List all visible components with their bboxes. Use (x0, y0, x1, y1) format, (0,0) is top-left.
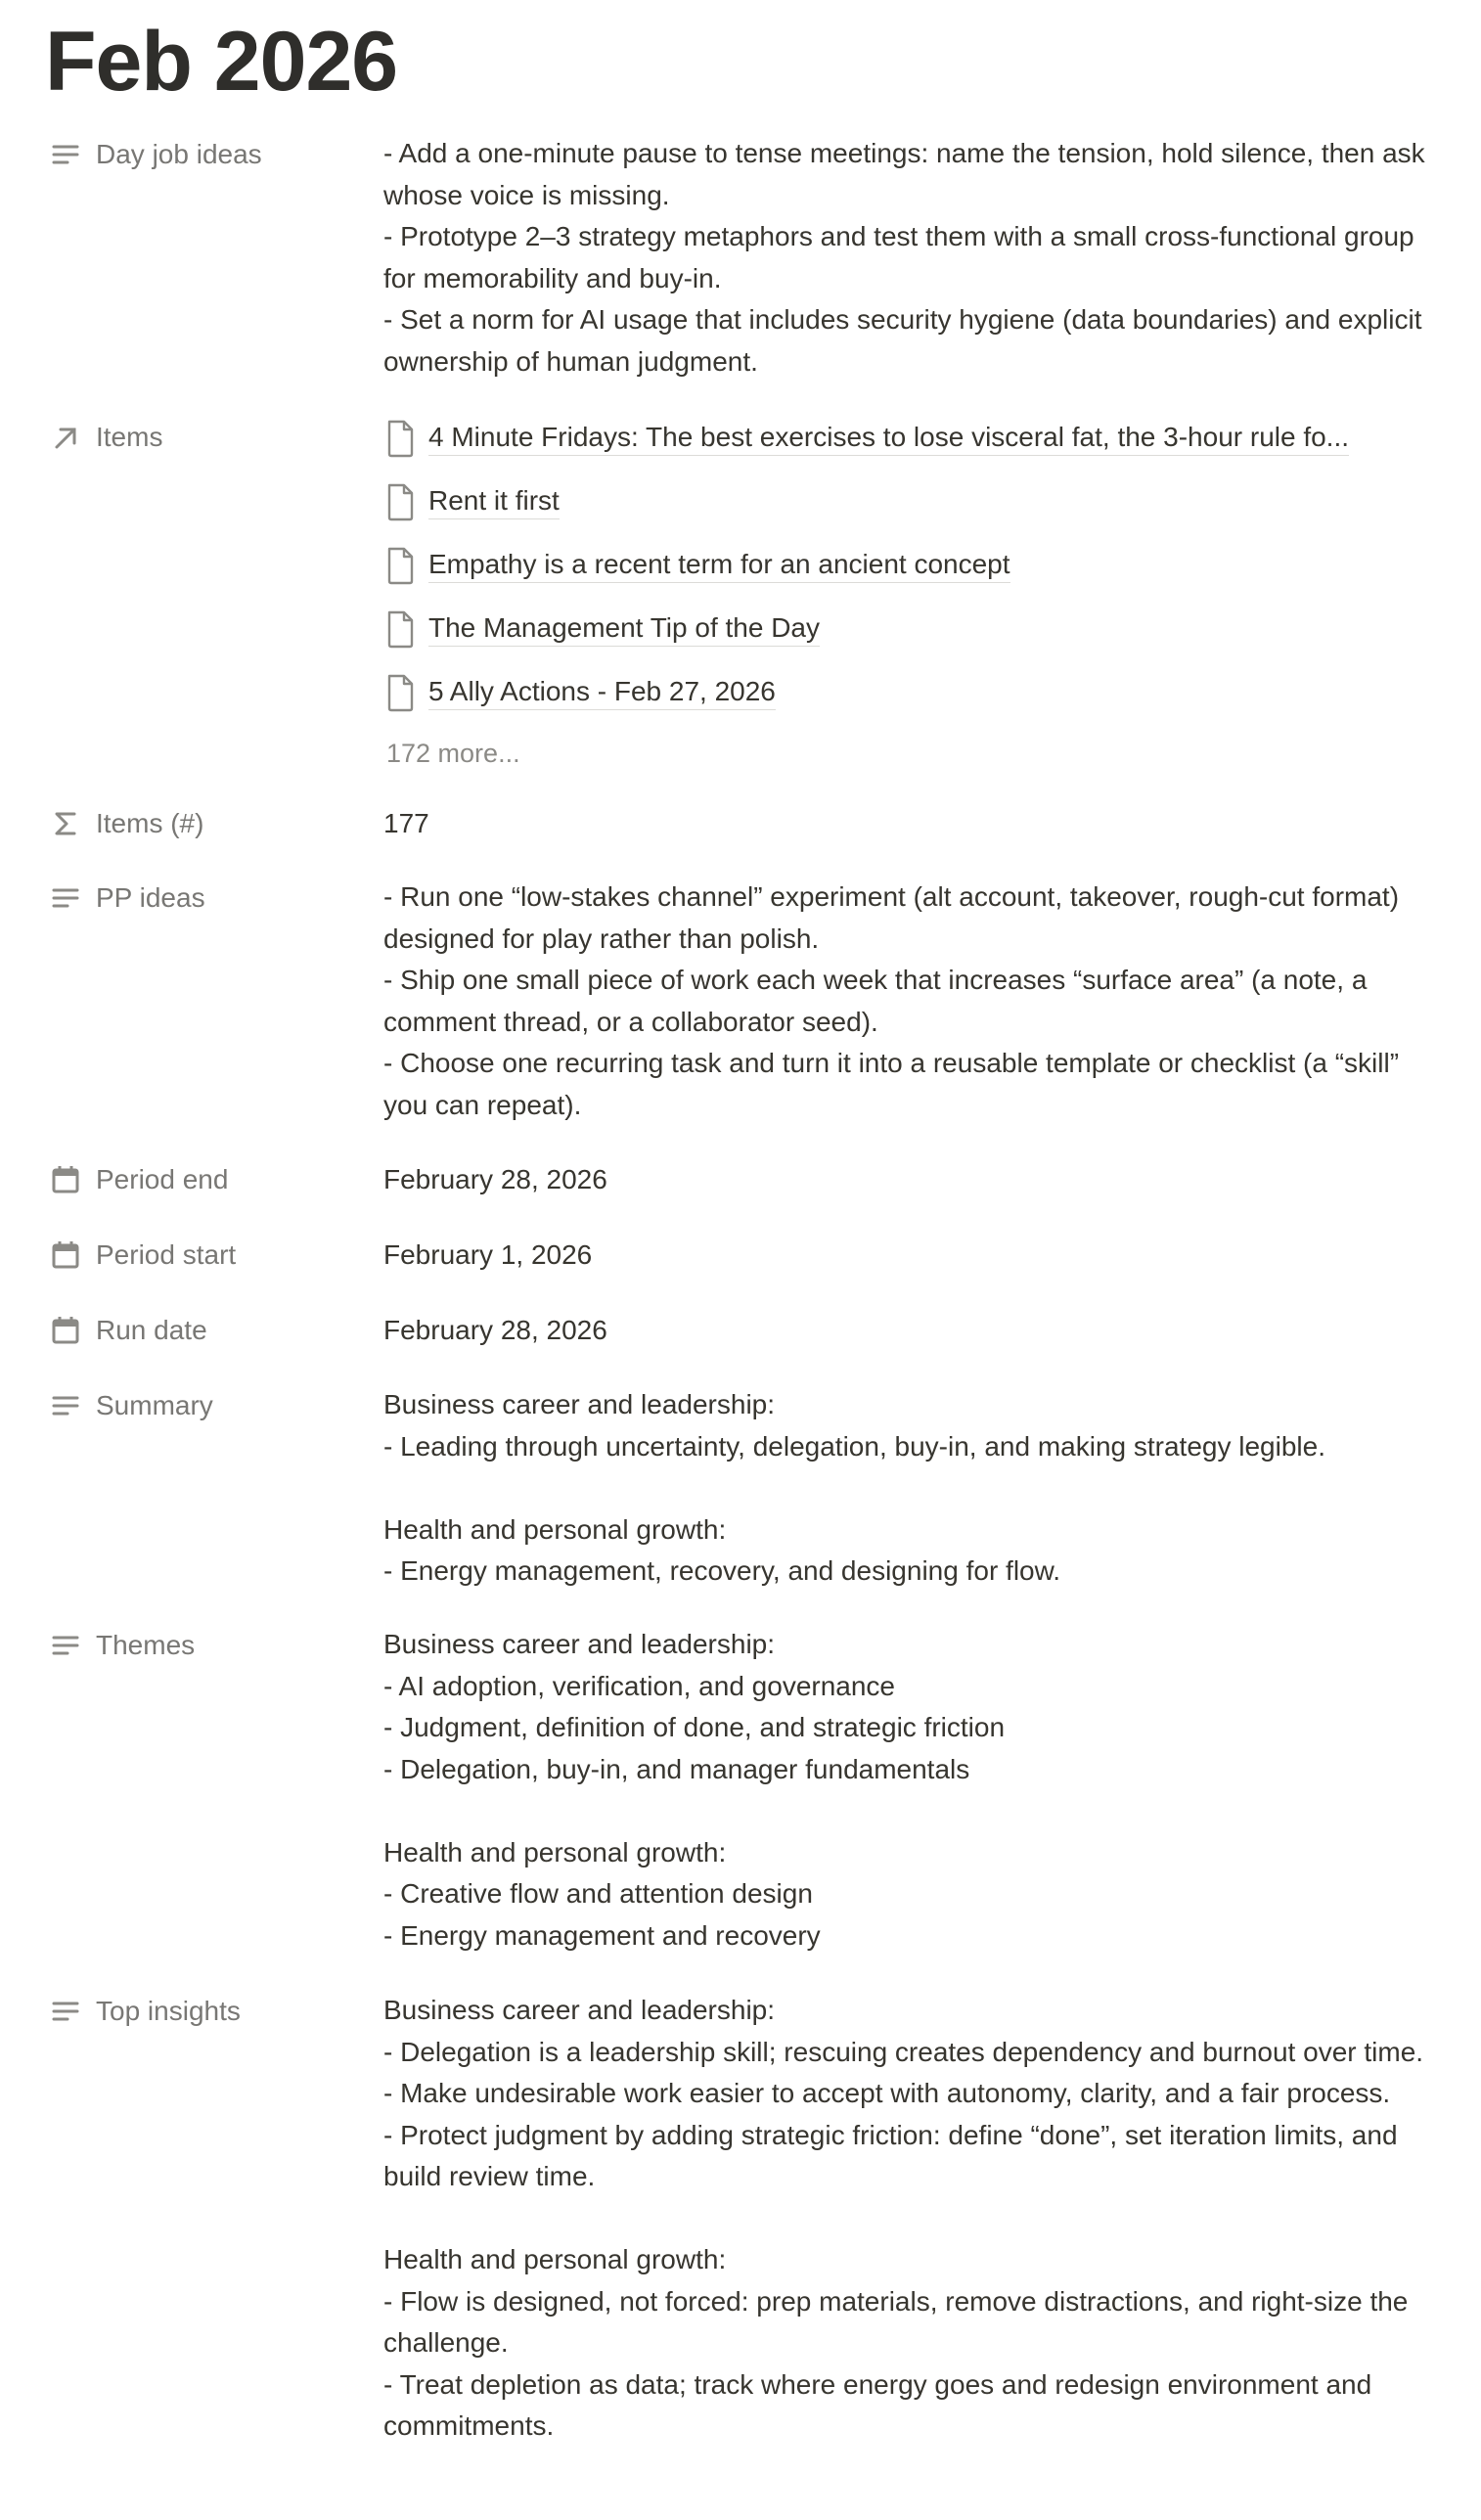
property-value-day-job-ideas[interactable]: - Add a one-minute pause to tense meetings: name the tension, hold silence, then ask whose voice is missing. - Prototype 2–3 strategy metaphors and test them with a small cross-functional group for memorability and buy-in. - Set a norm for AI usage that includes security hygiene (data boundaries) and explicit ownership of human judgment. (383, 138, 1425, 377)
property-label-text: Period end (96, 1164, 229, 1194)
text-lines-icon (49, 1629, 82, 1662)
text-lines-icon (49, 138, 82, 171)
property-label-text: Summary (96, 1390, 213, 1420)
property-label-text: Period start (96, 1239, 237, 1270)
property-label-day-job-ideas[interactable] (49, 133, 262, 176)
property-value-pp-ideas[interactable]: - Run one “low-stakes channel” experiment (alt account, takeover, rough-cut format) designed for play rather than polish. - Ship one small piece of work each week that increases “surface area” (a note, a comment thread, or a collaborator seed). - Choose one recurring task and turn it into a reusable template or checklist (a “skill” you can repeat). (383, 881, 1400, 1120)
relation-item-title: 4 Minute Fridays: The best exercises to lose visceral fat, the 3-hour rule fo... (428, 420, 1349, 456)
page-icon (383, 546, 417, 585)
property-label-items[interactable] (49, 416, 162, 459)
calendar-icon (49, 1163, 82, 1196)
property-value-themes[interactable]: Business career and leadership: - AI adoption, verification, and governance - Judgment, definition of done, and strategic friction - Delegation, buy-in, and manager fundamentals Health and personal growth: - Creative flow and attention design - Energy management and recovery (383, 1629, 1006, 1951)
relation-item[interactable] (383, 660, 1440, 724)
page-icon (383, 673, 417, 712)
calendar-icon (49, 1238, 82, 1272)
sigma-icon (49, 807, 82, 840)
property-value-period-start[interactable]: February 1, 2026 (383, 1239, 593, 1270)
property-label-text: Items (96, 422, 163, 452)
property-label-pp-ideas[interactable] (49, 877, 205, 920)
calendar-icon (49, 1314, 82, 1347)
property-value-items-count[interactable]: 177 (383, 808, 429, 838)
property-label-text: Themes (96, 1630, 196, 1660)
text-lines-icon (49, 1995, 82, 2028)
property-label-text: Run date (96, 1315, 207, 1345)
property-label-themes[interactable] (49, 1624, 195, 1667)
property-label-period-start[interactable] (49, 1234, 236, 1277)
page-icon (383, 482, 417, 521)
relation-item[interactable] (383, 533, 1440, 597)
property-label-text: Items (#) (96, 808, 204, 838)
text-lines-icon (49, 881, 82, 915)
show-more-link[interactable]: 172 more... (386, 739, 520, 768)
property-label-text: Top insights (96, 1996, 241, 2026)
relation-item-title: 5 Ally Actions - Feb 27, 2026 (428, 674, 776, 710)
property-value-top-insights[interactable]: Business career and leadership: - Delegation is a leadership skill; rescuing creates dependency and burnout over time. - Make undesirable work easier to accept with autonomy, clarity, and a fair process. - Protect judgment by adding strategic friction: define “done”, set iteration limits, and build review time. Health and personal growth: - Flow is designed, not forced: prep materials, remove distractions, and right-size the challenge. - Treat depletion as data; track where energy goes and redesign environment and commitments. (383, 1995, 1424, 2441)
property-value-run-date[interactable]: February 28, 2026 (383, 1315, 607, 1345)
relation-item[interactable] (383, 597, 1440, 660)
relation-item[interactable] (383, 470, 1440, 533)
relation-item[interactable] (383, 406, 1440, 470)
text-lines-icon (49, 1389, 82, 1422)
relation-list (383, 406, 1440, 783)
property-label-items-count[interactable] (49, 802, 203, 845)
relation-item-title: Rent it first (428, 483, 560, 519)
page-icon (383, 419, 417, 458)
property-value-summary[interactable]: Business career and leadership: - Leading through uncertainty, delegation, buy-in, and making strategy legible. Health and personal growth: - Energy management, recovery, and designing for flow. (383, 1389, 1325, 1586)
property-label-summary[interactable] (49, 1384, 213, 1427)
property-label-text: PP ideas (96, 882, 205, 913)
relation-item-title: The Management Tip of the Day (428, 610, 820, 647)
property-label-run-date[interactable] (49, 1309, 207, 1352)
arrow-up-right-icon (49, 421, 82, 454)
page-icon (383, 609, 417, 649)
property-label-text: Day job ideas (96, 139, 262, 169)
property-label-period-end[interactable] (49, 1158, 228, 1201)
property-label-top-insights[interactable] (49, 1990, 241, 2033)
relation-item-title: Empathy is a recent term for an ancient concept (428, 547, 1010, 583)
page-title[interactable]: Feb 2026 (45, 15, 398, 109)
property-value-period-end[interactable]: February 28, 2026 (383, 1164, 607, 1194)
